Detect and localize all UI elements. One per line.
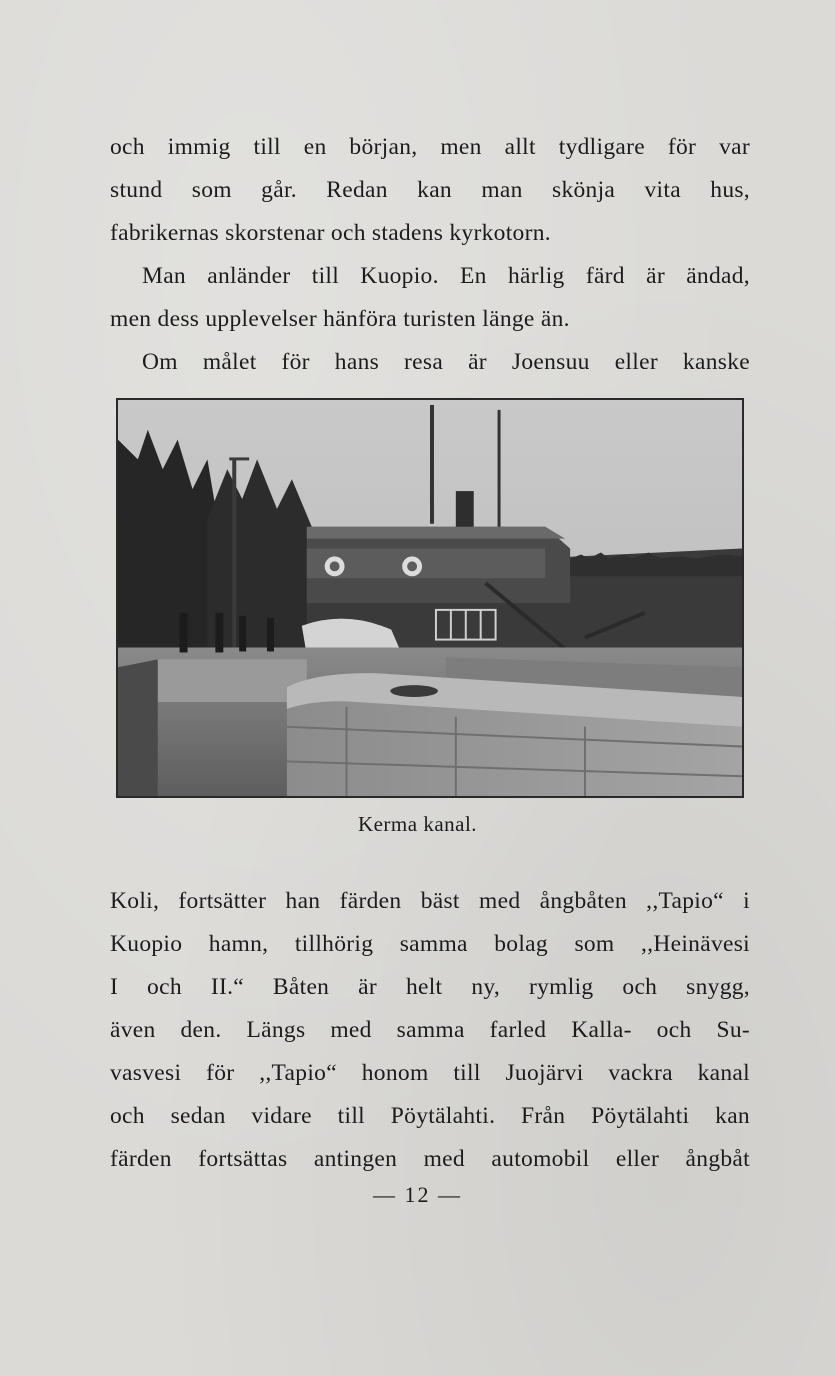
photograph-kerma-canal — [116, 398, 744, 798]
text-line: fabrikernas skorstenar och stadens kyrkotorn. — [110, 220, 551, 246]
text-line: vasvesi för ,,Tapio“ honom till Juojärvi vackra kanal — [110, 1060, 750, 1086]
text-line: Om målet för hans resa är Joensuu eller kanske — [142, 349, 750, 375]
text-line: I och II.“ Båten är helt ny, rymlig och snygg, — [110, 974, 750, 1000]
text-line: Kuopio hamn, tillhörig samma bolag som ,,Heinävesi — [110, 931, 750, 957]
text-line: Koli, fortsätter han färden bäst med ångbåten ,,Tapio“ i — [110, 888, 750, 914]
text-line: stund som går. Redan kan man skönja vita hus, — [110, 177, 750, 203]
photo-caption: Kerma kanal. — [357, 812, 478, 836]
photo-illustration — [118, 400, 742, 796]
text-line: färden fortsättas antingen med automobil eller ångbåt — [110, 1146, 750, 1172]
text-line: Man anländer till Kuopio. En härlig färd är ändad, — [142, 263, 750, 289]
text-line: men dess upplevelser hänföra turisten länge än. — [110, 306, 570, 332]
paragraph-top — [110, 126, 750, 384]
text-line: och sedan vidare till Pöytälahti. Från Pöytälahti kan — [110, 1103, 750, 1129]
text-line: och immig till en början, men allt tydligare för var — [110, 134, 750, 160]
paragraph-bottom — [110, 880, 750, 1181]
text-line: även den. Längs med samma farled Kalla- och Su- — [110, 1017, 750, 1043]
page-number: — 12 — — [373, 1182, 462, 1207]
